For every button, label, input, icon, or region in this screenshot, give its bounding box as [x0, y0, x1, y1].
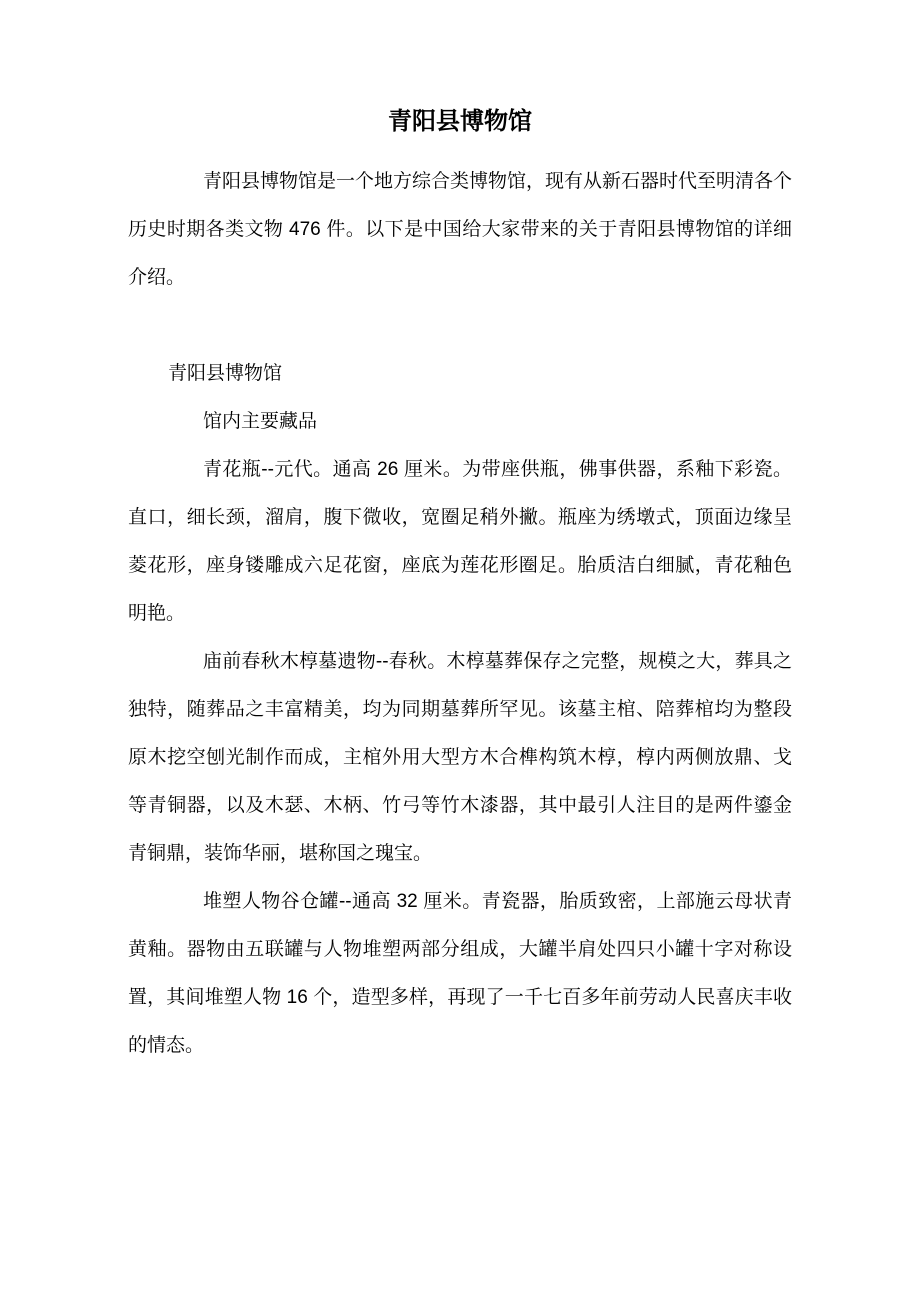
- item-paragraph-wooden-chamber-tomb: 庙前春秋木椁墓遗物--春秋。木椁墓葬保存之完整，规模之大，葬具之独特，随葬品之丰富精美，均为同期墓葬所罕见。该墓主棺、陪葬棺均为整段原木挖空刨光制作而成，主棺外用大型方木合榫构筑木椁，椁内两侧放鼎、戈等青铜器，以及木瑟、木柄、竹弓等竹木漆器，其中最引人注目的是两件鎏金青铜鼎，装饰华丽，堪称国之瑰宝。: [128, 651, 792, 864]
- document-title: 青阳县博物馆: [388, 108, 532, 135]
- blank-line-spacer: [128, 302, 792, 350]
- item-paragraph-blue-white-vase: 青花瓶--元代。通高 26 厘米。为带座供瓶，佛事供器，系釉下彩瓷。直口，细长颈，溜肩，腹下微收，宽圈足稍外撇。瓶座为绣墩式，顶面边缘呈菱花形，座身镂雕成六足花窗，座底为莲花形圈足。胎质洁白细腻，青花釉色明艳。: [128, 459, 792, 624]
- collection-subheading: 馆内主要藏品: [203, 411, 318, 432]
- intro-paragraph: 青阳县博物馆是一个地方综合类博物馆，现有从新石器时代至明清各个历史时期各类文物 476 件。以下是中国给大家带来的关于青阳县博物馆的详细介绍。: [128, 171, 793, 288]
- section-heading: 青阳县博物馆: [168, 363, 283, 384]
- item-paragraph-granary-jar: 堆塑人物谷仓罐--通高 32 厘米。青瓷器，胎质致密，上部施云母状青黄釉。器物由五联罐与人物堆塑两部分组成，大罐半肩处四只小罐十字对称设置，其间堆塑人物 16 个，造型多样，再现了一千七百多年前劳动人民喜庆丰收的情态。: [128, 891, 792, 1056]
